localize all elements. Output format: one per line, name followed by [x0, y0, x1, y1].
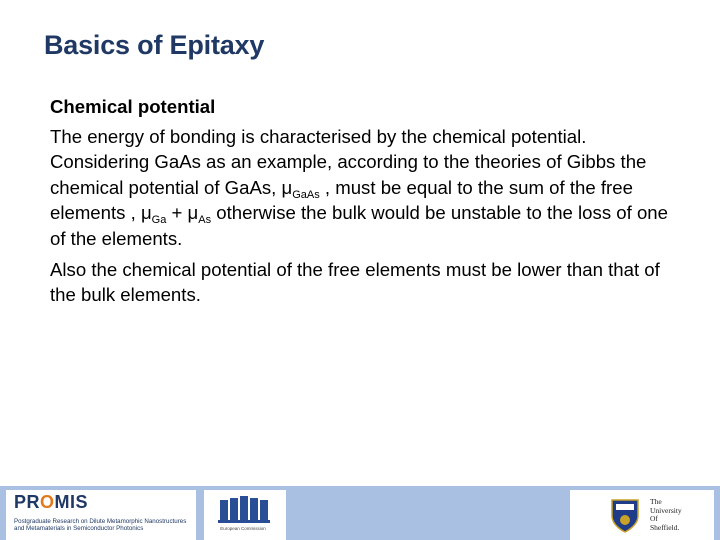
promis-logo [6, 490, 196, 540]
promis-wordmark-o: O [40, 492, 55, 512]
university-crest-icon [610, 498, 640, 534]
university-logo [570, 490, 714, 540]
uni-line-2: University [650, 505, 682, 515]
eu-caption: European Commission [220, 526, 266, 531]
footer-band [0, 486, 720, 540]
subscript-gaas: GaAs [292, 188, 320, 201]
subscript-ga: Ga [151, 214, 167, 227]
paragraph-1-text-c: + μ [166, 202, 199, 224]
subscript-as: As [198, 214, 212, 227]
eu-logo-box [204, 490, 286, 540]
uni-line-3: Of [650, 514, 658, 523]
section-heading: Chemical potential [50, 96, 216, 117]
university-name [650, 498, 682, 532]
paragraph-1-text-d: otherwise the bulk would be unstable to the loss of one of the elements. [50, 202, 668, 249]
eu-commission-logo-icon [210, 494, 280, 526]
promis-wordmark-b: MIS [54, 492, 89, 512]
uni-line-1: The [650, 497, 662, 506]
slide-title: Basics of Epitaxy [44, 30, 265, 60]
promis-wordmark [14, 492, 88, 513]
paragraph-2: Also the chemical potential of the free elements must be lower than that of the bulk elements. [50, 258, 660, 306]
uni-line-4: Sheffield. [650, 522, 680, 532]
paragraph-1-text-a: The energy of bonding is characterised by the chemical potential. Considering GaAs as an example, according to the theories of Gibbs the chemical potential of GaAs, μ [50, 125, 647, 198]
paragraph-1 [50, 124, 680, 252]
paragraph-1-text-b: , must be equal to the sum of the free elements , μ [50, 176, 633, 224]
promis-wordmark-a: PR [14, 492, 41, 512]
slide-body [50, 94, 680, 308]
promis-tagline: Postgraduate Research on Dilute Metamorphic Nanostructures and Metamaterials in Semiconductor Photonics [14, 518, 187, 532]
